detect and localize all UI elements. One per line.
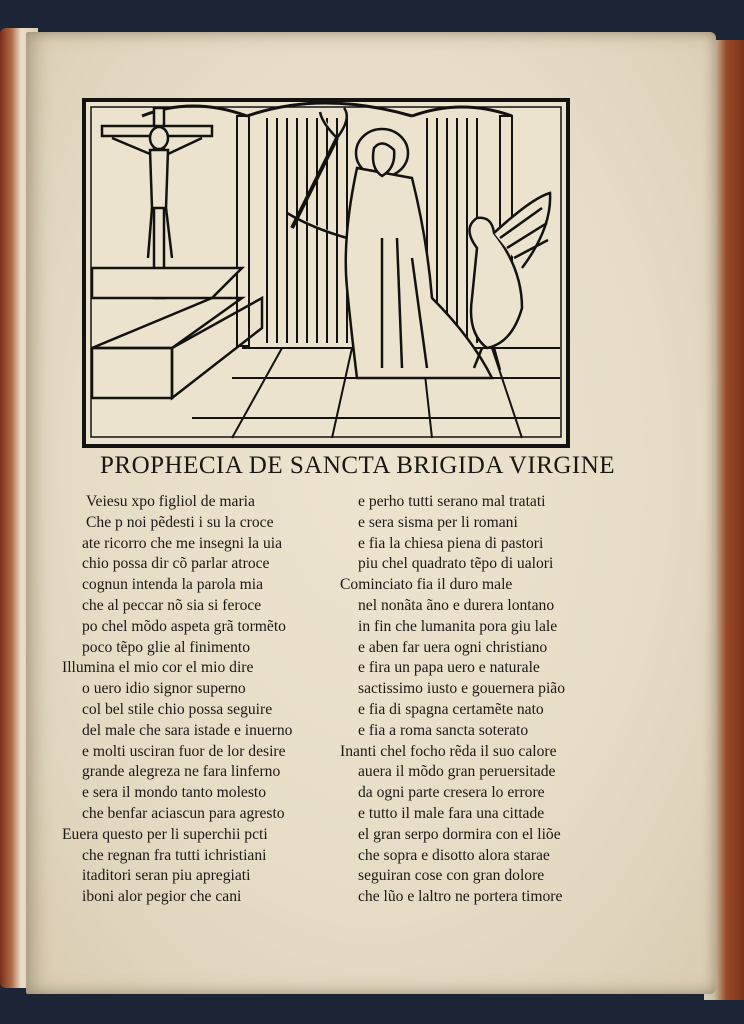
verse-line: ate ricorro che me insegni la uia (82, 534, 283, 552)
verse-line: e sera il mondo tanto molesto (82, 784, 267, 802)
verse-line: el gran serpo dormira con el liõe (358, 825, 561, 843)
verse-line: e tutto il male fara una cittade (358, 804, 545, 822)
verse-line: seguiran cose con gran dolore (358, 867, 545, 885)
left-verse-column (62, 492, 342, 908)
woodcut-illustration (82, 98, 570, 448)
verse-line: e molti usciran fuor de lor desire (82, 742, 286, 760)
verse-line: da ogni parte cresera lo errore (358, 784, 545, 802)
verse-line: Cominciato fia il duro male (340, 576, 513, 594)
verse-line: chio possa dir cõ parlar atroce (82, 555, 270, 573)
verse-line: auera il mõdo gran peruersitade (358, 763, 556, 781)
verse-line: Euera questo per li superchii pcti (62, 825, 268, 843)
verse-line: che lũo e laltro ne portera timore (358, 888, 563, 906)
verse-line: col bel stile chio possa seguire (82, 700, 273, 718)
verse-line: e fia la chiesa piena di pastori (358, 534, 544, 552)
verse-line: nel nonãta ãno e durera lontano (358, 596, 555, 614)
verse-line: itaditori seran piu apregiati (82, 867, 251, 885)
verse-line: cognun intenda la parola mia (82, 576, 263, 594)
verse-line: e fia a roma sancta soterato (358, 721, 529, 739)
verse-line: poco tẽpo glie al finimento (82, 638, 251, 656)
verse-line: che regnan fra tutti ichristiani (82, 846, 267, 864)
verse-line: che al peccar nõ sia si feroce (82, 596, 262, 614)
verse-line: che benfar aciascun para agresto (82, 804, 285, 822)
page-title: PROPHECIA DE SANCTA BRIGIDA VIRGINE (100, 452, 616, 479)
verse-line: po chel mõdo aspeta grã tormẽto (82, 617, 286, 635)
verse-line: o uero idio signor superno (82, 680, 246, 698)
verse-line: e fira un papa uero e naturale (358, 659, 540, 677)
verse-line: e sera sisma per li romani (358, 513, 518, 531)
verse-line: sactissimo iusto e gouernera pião (358, 680, 565, 698)
verse-line: Veiesu xpo figliol de maria (86, 493, 255, 510)
verse-line: piu chel quadrato tẽpo di ualori (358, 555, 554, 573)
verse-line: e perho tutti serano mal tratati (358, 493, 546, 510)
right-verse-column (340, 492, 630, 908)
verse-line: in fin che lumanita pora giu lale (358, 617, 558, 635)
verse-line: Che p noi pẽdesti i su la croce (86, 513, 274, 531)
verse-line: Inanti chel focho rẽda il suo calore (340, 742, 557, 760)
verse-line: che sopra e disotto alora starae (358, 846, 550, 864)
verse-line: grande alegreza ne fara linferno (82, 763, 281, 781)
verse-line: e fia di spagna certamẽte nato (358, 700, 544, 718)
verse-line: Illumina el mio cor el mio dire (62, 659, 254, 677)
verse-line: iboni alor pegior che cani (82, 888, 242, 906)
verse-line: del male che sara istade e inuerno (82, 721, 293, 739)
verse-line: e aben far uera ogni christiano (358, 638, 548, 656)
